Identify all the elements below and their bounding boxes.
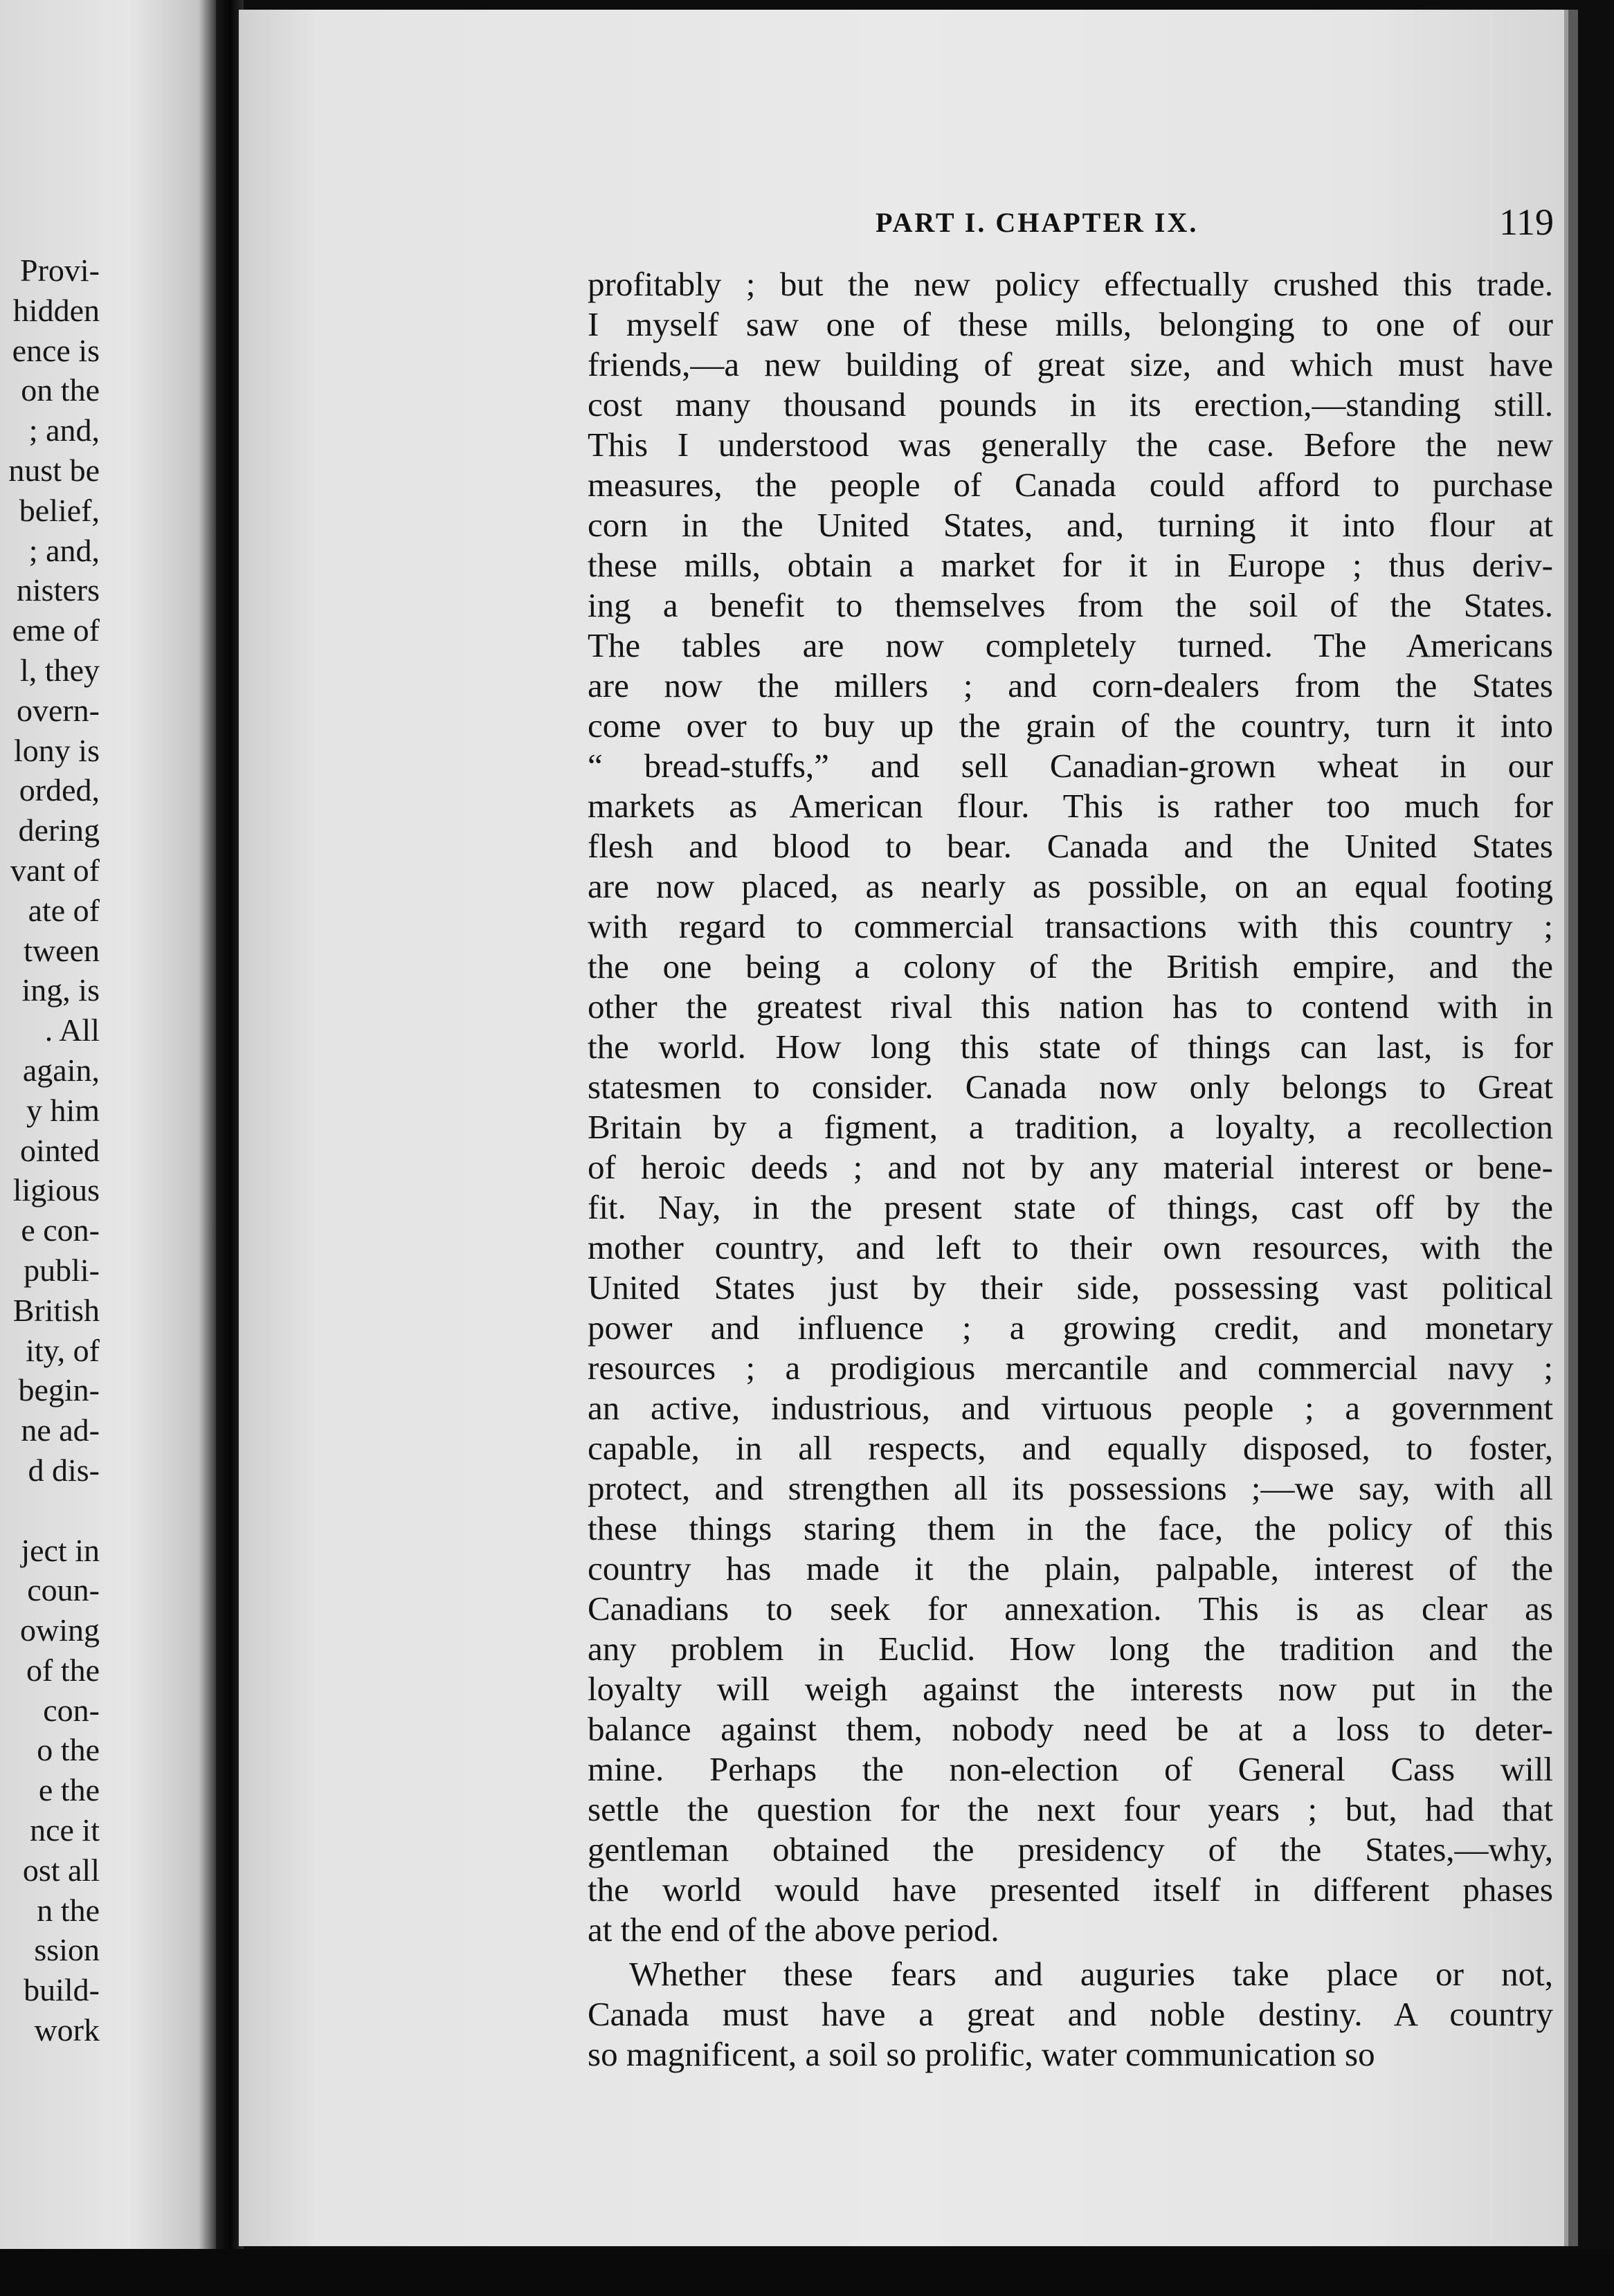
text-line: Canadians to seek for annexation. This is as clear as bbox=[588, 1589, 1553, 1628]
text-line: capable, in all respects, and equally disposed, to foster, bbox=[588, 1429, 1553, 1467]
text-line: Whether these fears and auguries take place or not, bbox=[629, 1955, 1553, 1993]
text-line: these mills, obtain a market for it in Europe ; thus deriv- bbox=[588, 546, 1553, 584]
text-line: with regard to commercial transactions with this country ; bbox=[588, 907, 1553, 945]
text-line: gentleman obtained the presidency of the States,—why, bbox=[588, 1830, 1553, 1868]
facing-page-fragment: eme of bbox=[12, 612, 100, 648]
facing-page-fragment: of the bbox=[26, 1652, 100, 1688]
text-line: mine. Perhaps the non-election of General Cass will bbox=[588, 1750, 1553, 1788]
running-head-title: PART I. CHAPTER IX. bbox=[876, 207, 1199, 238]
facing-page-fragment: nust be bbox=[8, 452, 100, 488]
text-line: balance against them, nobody need be at a loss to deter- bbox=[588, 1710, 1553, 1748]
facing-page-fragment: ence is bbox=[12, 332, 100, 368]
text-line: any problem in Euclid. How long the tradition and the bbox=[588, 1630, 1553, 1668]
facing-page-fragment: ity, of bbox=[26, 1332, 100, 1368]
facing-page-fragment: British bbox=[12, 1292, 100, 1328]
facing-page-fragment: belief, bbox=[19, 492, 100, 528]
facing-page-fragment: vant of bbox=[10, 852, 100, 888]
facing-page-fragment: ne ad- bbox=[21, 1412, 100, 1448]
facing-page-fragment: e con- bbox=[21, 1212, 100, 1248]
text-line: United States just by their side, possessing vast political bbox=[588, 1268, 1553, 1306]
text-line: This I understood was generally the case. Before the new bbox=[588, 426, 1553, 464]
text-line: the one being a colony of the British empire, and the bbox=[588, 947, 1553, 985]
facing-page-fragment: n the bbox=[37, 1892, 100, 1928]
facing-page-fragment: orded, bbox=[19, 772, 100, 808]
facing-page-fragment: y him bbox=[26, 1092, 100, 1128]
facing-page-fragment: work bbox=[34, 2012, 100, 2048]
running-head bbox=[876, 201, 1554, 242]
text-line: the world. How long this state of things can last, is for bbox=[588, 1028, 1553, 1066]
text-line: measures, the people of Canada could afford to purchase bbox=[588, 466, 1553, 504]
facing-page-fragment: Provi- bbox=[20, 253, 100, 288]
text-line: The tables are now completely turned. The Americans bbox=[588, 626, 1553, 664]
facing-page-fragment: on the bbox=[21, 372, 100, 408]
facing-page-text bbox=[0, 250, 100, 2050]
text-line: come over to buy up the grain of the country, turn it into bbox=[588, 707, 1553, 745]
text-line: flesh and blood to bear. Canada and the United States bbox=[588, 827, 1553, 865]
facing-page-fragment: ssion bbox=[34, 1932, 100, 1968]
text-line: country has made it the plain, palpable, interest of the bbox=[588, 1549, 1553, 1587]
text-line: Canada must have a great and noble destiny. A country bbox=[588, 1995, 1553, 2033]
facing-page-fragment: ject in bbox=[21, 1532, 100, 1568]
facing-page-fragment: overn- bbox=[16, 692, 100, 728]
text-line: fit. Nay, in the present state of things, cast off by the bbox=[588, 1188, 1553, 1226]
text-line: the world would have presented itself in different phases bbox=[588, 1870, 1553, 1908]
book-page bbox=[239, 10, 1568, 2246]
facing-page-fragment: d dis- bbox=[28, 1452, 100, 1488]
text-line: corn in the United States, and, turning it into flour at bbox=[588, 506, 1553, 544]
text-line: “ bread-stuffs,” and sell Canadian-grown wheat in our bbox=[588, 747, 1553, 785]
paragraph bbox=[588, 1954, 1553, 2075]
facing-page-fragment: lony is bbox=[14, 732, 100, 768]
text-line: markets as American flour. This is rather too much for bbox=[588, 787, 1553, 825]
text-line: of heroic deeds ; and not by any material interest or bene- bbox=[588, 1148, 1553, 1186]
facing-page-fragment: ing, is bbox=[21, 972, 100, 1008]
text-line: loyalty will weigh against the interests now put in the bbox=[588, 1670, 1553, 1708]
facing-page-fragment: build- bbox=[24, 1972, 100, 2008]
text-line: are now the millers ; and corn-dealers from the States bbox=[588, 666, 1553, 704]
facing-page-fragment: ; and, bbox=[28, 532, 100, 568]
text-line: cost many thousand pounds in its erection,—standing still. bbox=[588, 385, 1553, 423]
facing-page-fragment: nce it bbox=[30, 1812, 100, 1848]
facing-page-left bbox=[0, 0, 216, 2249]
text-line: statesmen to consider. Canada now only belongs to Great bbox=[588, 1068, 1553, 1106]
text-line: settle the question for the next four years ; but, had that bbox=[588, 1790, 1553, 1828]
facing-page-fragment: again, bbox=[22, 1052, 100, 1088]
facing-page-fragment: begin- bbox=[18, 1372, 100, 1408]
text-line: at the end of the above period. bbox=[588, 1911, 999, 1949]
facing-page-fragment: . All bbox=[44, 1012, 100, 1048]
paragraph bbox=[588, 264, 1553, 1950]
text-line: ing a benefit to themselves from the soil of the States. bbox=[588, 586, 1553, 624]
text-line: are now placed, as nearly as possible, on an equal footing bbox=[588, 867, 1553, 905]
facing-page-fragment: ligious bbox=[12, 1172, 100, 1208]
text-line: Britain by a figment, a tradition, a loyalty, a recollection bbox=[588, 1108, 1553, 1146]
facing-page-fragment: hidden bbox=[12, 292, 100, 328]
body-text bbox=[588, 264, 1553, 2075]
text-line: power and influence ; a growing credit, and monetary bbox=[588, 1309, 1553, 1347]
text-line: protect, and strengthen all its possessions ;—we say, with all bbox=[588, 1469, 1553, 1507]
facing-page-fragment: l, they bbox=[20, 652, 100, 688]
facing-page-fragment: owing bbox=[20, 1612, 100, 1648]
facing-page-fragment: ointed bbox=[20, 1132, 100, 1168]
facing-page-fragment: con- bbox=[43, 1692, 100, 1728]
text-line: other the greatest rival this nation has to contend with in bbox=[588, 987, 1553, 1026]
text-line: friends,—a new building of great size, and which must have bbox=[588, 345, 1553, 383]
scan-border bbox=[0, 2249, 1614, 2296]
text-line: resources ; a prodigious mercantile and commercial navy ; bbox=[588, 1349, 1553, 1387]
text-line: I myself saw one of these mills, belonging to one of our bbox=[588, 305, 1553, 343]
facing-page-fragment: e the bbox=[38, 1772, 100, 1808]
page-number: 119 bbox=[1499, 201, 1554, 243]
facing-page-fragment: ate of bbox=[28, 892, 100, 928]
facing-page-fragment: o the bbox=[37, 1732, 100, 1768]
text-line: an active, industrious, and virtuous people ; a government bbox=[588, 1389, 1553, 1427]
facing-page-fragment: tween bbox=[24, 932, 100, 968]
text-line: these things staring them in the face, the policy of this bbox=[588, 1509, 1553, 1547]
facing-page-fragment bbox=[0, 1491, 100, 1531]
text-line: so magnificent, a soil so prolific, water communication so bbox=[588, 2035, 1375, 2073]
text-line: profitably ; but the new policy effectually crushed this trade. bbox=[588, 265, 1553, 303]
facing-page-fragment: publi- bbox=[24, 1252, 100, 1288]
text-line: mother country, and left to their own resources, with the bbox=[588, 1228, 1553, 1266]
facing-page-fragment: nisters bbox=[16, 572, 100, 608]
facing-page-fragment: ost all bbox=[22, 1852, 100, 1888]
facing-page-fragment: dering bbox=[18, 812, 100, 848]
facing-page-fragment: coun- bbox=[27, 1572, 100, 1608]
facing-page-fragment: ; and, bbox=[28, 412, 100, 448]
